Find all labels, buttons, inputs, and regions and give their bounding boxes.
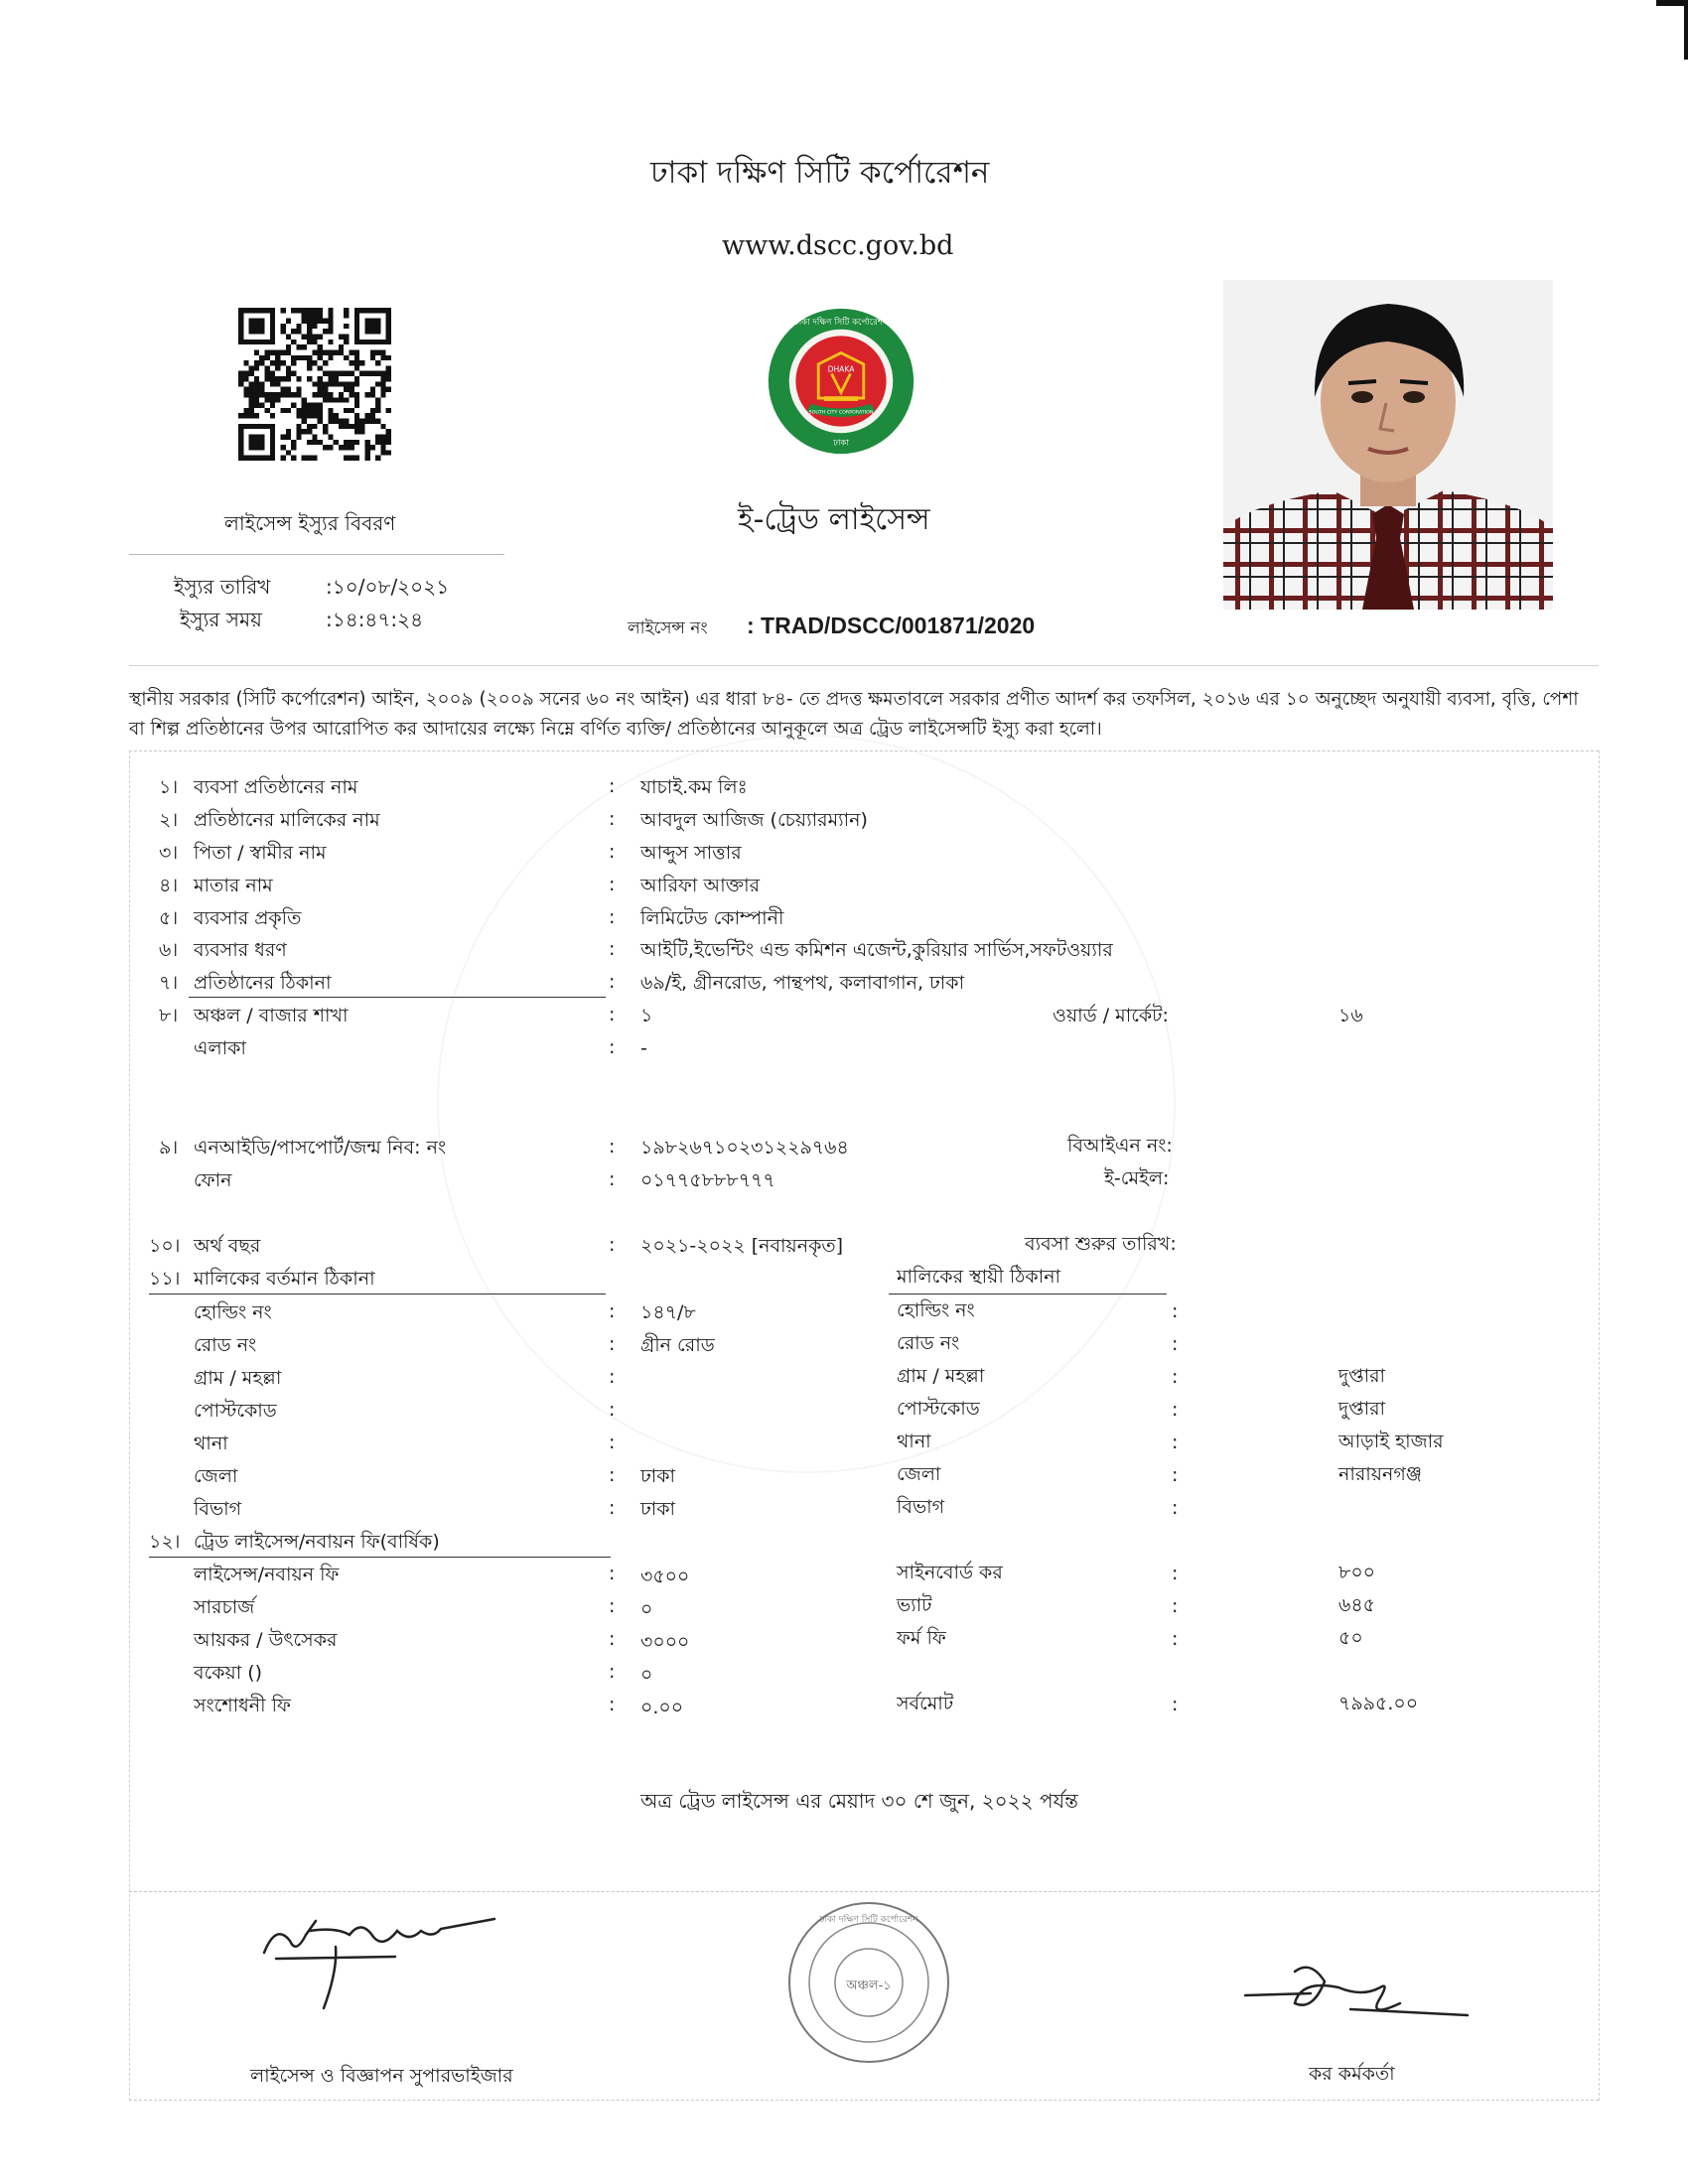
field-number: ২। <box>159 809 179 831</box>
field-colon: : <box>609 906 616 928</box>
field-number: ১০। <box>149 1235 181 1257</box>
divider <box>889 1294 1167 1295</box>
fee-label: বকেয়া () <box>194 1662 263 1684</box>
field-number: ৬। <box>159 939 179 961</box>
field-number: ৩। <box>159 842 179 864</box>
issue-time-value: :১৪:৪৭:২৪ <box>326 608 424 631</box>
fee-value-right: ৮০০ <box>1338 1562 1376 1583</box>
present-address-heading: মালিকের বর্তমান ঠিকানা <box>194 1268 375 1290</box>
page-edge-mark <box>1684 0 1688 60</box>
field-label: এনআইডি/পাসপোর্ট/জন্ম নিব: নং <box>194 1137 447 1159</box>
address-label: রোড নং <box>194 1334 257 1356</box>
field-value: ০১৭৭৫৮৮৮৭৭৭ <box>640 1169 775 1191</box>
field-number: ৮। <box>159 1005 179 1026</box>
field-colon: : <box>609 1036 616 1058</box>
stamp-ring-text: ঢাকা দক্ষিণ সিটি কর্পোরেশন <box>819 1915 918 1925</box>
issue-date-value: :১০/০৮/২০২১ <box>326 575 450 599</box>
fee-value-right: ৭৯৯৫.০০ <box>1338 1693 1419 1714</box>
field-colon: : <box>609 1366 616 1388</box>
issue-date-label: ইস্যুর তারিখ <box>174 575 271 599</box>
permanent-address-label: পোস্টকোড <box>897 1398 980 1420</box>
field-number: ৫। <box>159 907 179 929</box>
address-label: পোস্টকোড <box>194 1400 277 1422</box>
logo-watermark <box>437 735 1179 1473</box>
address-label: হোল্ডিং নং <box>194 1301 272 1323</box>
divider <box>129 554 504 555</box>
tax-officer-title: কর কর্মকর্তা <box>1309 2063 1395 2085</box>
divider <box>1599 751 1600 2101</box>
field-value: লিমিটেড কোম্পানী <box>640 907 784 929</box>
field-label: ফোন <box>194 1169 232 1191</box>
present-address-value: ঢাকা <box>640 1498 676 1520</box>
permanent-address-label: জেলা <box>897 1463 941 1485</box>
field-label: ব্যবসার প্রকৃতি <box>194 907 302 929</box>
field-colon: : <box>609 1136 616 1158</box>
field-number: ১। <box>159 776 179 798</box>
permanent-address-value: নারায়নগঞ্জ <box>1338 1463 1423 1485</box>
field-colon: : <box>609 1497 616 1519</box>
present-address-value: ১৪৭/৮ <box>640 1301 696 1323</box>
divider <box>129 751 130 2101</box>
dscc-logo <box>763 306 919 457</box>
field-label: ব্যবসা প্রতিষ্ঠানের নাম <box>194 776 358 798</box>
field-colon: : <box>609 1333 616 1355</box>
field-colon: : <box>609 1595 616 1617</box>
field-colon: : <box>609 1694 616 1715</box>
ward-label: ওয়ার্ড / মার্কেট: <box>1053 1005 1169 1026</box>
field-colon: : <box>1172 1595 1179 1617</box>
fee-label-right: সর্বমোট <box>897 1693 954 1714</box>
field-colon: : <box>1172 1366 1179 1388</box>
permanent-address-value: দুপ্তারা <box>1338 1398 1386 1420</box>
logo-bottom-text: ঢাকা <box>833 438 849 449</box>
field-colon: : <box>1172 1563 1179 1584</box>
fee-value: ০ <box>640 1598 653 1620</box>
field-value: আরিফা আক্তার <box>640 875 761 896</box>
field-colon: : <box>609 1399 616 1421</box>
field-colon: : <box>609 1563 616 1584</box>
field-number: ৪। <box>159 875 179 896</box>
license-title: ই-ট্রেড লাইসেন্স <box>738 502 930 537</box>
field-label: পিতা / স্বামীর নাম <box>194 842 327 864</box>
field-value: আইটি,ইভেন্টিং এন্ড কমিশন এজেন্ট,কুরিয়ার সার্ভিস,সফটওয়্যার <box>640 939 1113 961</box>
fee-value: ০.০০ <box>640 1697 684 1718</box>
field-colon: : <box>1172 1432 1179 1453</box>
field-value: আব্দুস সাত্তার <box>640 842 742 864</box>
field-colon: : <box>609 808 616 830</box>
logo-ribbon-text: SOUTH CITY CORPORATION <box>808 410 874 416</box>
supervisor-signature <box>246 1891 504 2020</box>
field-colon: : <box>609 1168 616 1190</box>
ward-value: ১৬ <box>1338 1005 1363 1026</box>
field-colon: : <box>609 874 616 895</box>
present-address-value: গ্রীন রোড <box>640 1334 715 1356</box>
issue-time-label: ইস্যুর সময় <box>180 608 262 631</box>
permanent-address-label: বিভাগ <box>897 1496 945 1518</box>
fees-heading: ট্রেড লাইসেন্স/নবায়ন ফি(বার্ষিক) <box>194 1531 440 1553</box>
field-label: ব্যবসার ধরণ <box>194 939 287 961</box>
field-label: অর্থ বছর <box>194 1235 261 1257</box>
address-label: গ্রাম / মহল্লা <box>194 1367 282 1389</box>
present-address-value: ঢাকা <box>640 1465 676 1487</box>
field-colon: : <box>1172 1300 1179 1322</box>
divider <box>149 1557 611 1558</box>
permanent-address-label: রোড নং <box>897 1332 960 1354</box>
field-colon: : <box>1172 1464 1179 1486</box>
field-number: ১২। <box>149 1531 181 1553</box>
permanent-address-label: হোল্ডিং নং <box>897 1299 975 1321</box>
field-label: প্রতিষ্ঠানের ঠিকানা <box>194 972 332 994</box>
field-colon: : <box>609 1464 616 1486</box>
field-colon: : <box>609 1628 616 1650</box>
field-value: ১ <box>640 1005 653 1026</box>
address-label: বিভাগ <box>194 1498 242 1520</box>
field-colon: : <box>609 775 616 797</box>
fee-value-right: ৬৪৫ <box>1338 1594 1376 1616</box>
field-value: ১৯৮২৬৭১০২৩১২২৯৭৬৪ <box>640 1137 849 1159</box>
field-number: ৯। <box>159 1137 179 1159</box>
field-label: অঞ্চল / বাজার শাখা <box>194 1005 349 1026</box>
field-value: যাচাই.কম লিঃ <box>640 776 748 798</box>
qr-code <box>232 308 397 461</box>
field-colon: : <box>1172 1694 1179 1715</box>
intro-paragraph: স্থানীয় সরকার (সিটি কর্পোরেশন) আইন, ২০০৯ (২০০৯ সনের ৬০ নং আইন) এর ধারা ৮৪- তে প্রদত্ত ক্ষমতাবলে সরকার প্রণীত আদর্শ কর তফসিল, ২০১৬ এর ১০ অনুচ্ছেদ অনুযায়ী ব্যবসা, বৃত্তি, পেশা বা শিল্প প্রতিষ্ঠানের উপর আরোপিত কর আদায়ের লক্ষ্যে নিম্নে বর্ণিত ব্যক্তি/ প্রতিষ্ঠানের আনুকূলে অত্র ট্রেড লাইসেন্সটি ইস্যু করা হলো। <box>129 689 1579 740</box>
fee-label-right: সাইনবোর্ড কর <box>897 1562 1003 1583</box>
field-colon: : <box>609 1234 616 1256</box>
field-value: - <box>640 1037 647 1059</box>
validity-statement: অত্র ট্রেড লাইসেন্স এর মেয়াদ ৩০ শে জুন, ২০২২ পর্যন্ত <box>640 1789 1078 1813</box>
field-value: ৬৯/ই, গ্রীনরোড, পান্থপথ, কলাবাগান, ঢাকা <box>640 972 965 994</box>
bin-label: বিআইএন নং: <box>1067 1135 1173 1157</box>
tax-officer-signature <box>1241 1952 1479 2031</box>
divider <box>129 665 1599 666</box>
fee-label: লাইসেন্স/নবায়ন ফি <box>194 1564 340 1585</box>
business-start-label: ব্যবসা শুরুর তারিখ: <box>1025 1233 1177 1255</box>
address-label: জেলা <box>194 1465 238 1487</box>
field-colon: : <box>609 1004 616 1025</box>
field-colon: : <box>1172 1497 1179 1519</box>
divider <box>149 1294 606 1295</box>
fee-value: ০ <box>640 1664 653 1686</box>
field-label: এলাকা <box>194 1037 246 1059</box>
logo-top-text: ঢাকা দক্ষিণ সিটি কর্পোরেশন <box>793 318 889 328</box>
fee-label: সংশোধনী ফি <box>194 1695 291 1716</box>
permanent-address-label: গ্রাম / মহল্লা <box>897 1365 985 1387</box>
field-colon: : <box>609 971 616 993</box>
email-label: ই-মেইল: <box>1104 1167 1170 1189</box>
license-no-value: : TRAD/DSCC/001871/2020 <box>747 613 1036 638</box>
field-number: ৭। <box>159 972 179 994</box>
fee-label: সারচার্জ <box>194 1596 255 1618</box>
field-colon: : <box>609 1300 616 1322</box>
supervisor-title: লাইসেন্স ও বিজ্ঞাপন সুপারভাইজার <box>250 2065 513 2087</box>
fee-value-right: ৫০ <box>1338 1627 1363 1649</box>
fee-label-right: ফর্ম ফি <box>897 1627 946 1649</box>
field-colon: : <box>1172 1628 1179 1650</box>
field-label: মাতার নাম <box>194 875 273 896</box>
field-value: আবদুল আজিজ (চেয়্যারম্যান) <box>640 809 868 831</box>
owner-photo <box>1223 280 1553 610</box>
license-no-label: লাইসেন্স নং <box>628 618 708 638</box>
fee-value: ৩০০০ <box>640 1631 690 1653</box>
divider <box>189 997 606 998</box>
field-colon: : <box>1172 1399 1179 1421</box>
permanent-address-value: দুপ্তারা <box>1338 1365 1386 1387</box>
permanent-address-label: থানা <box>897 1431 931 1452</box>
stamp-center-text: অঞ্চল-১ <box>846 1979 892 1993</box>
fee-value: ৩৫০০ <box>640 1566 690 1587</box>
logo-center-text: DHAKA <box>827 364 855 374</box>
field-number: ১১। <box>149 1268 181 1290</box>
divider <box>129 2100 1599 2101</box>
fee-label-right: ভ্যাট <box>897 1594 932 1616</box>
permanent-address-heading: মালিকের স্থায়ী ঠিকানা <box>897 1266 1061 1288</box>
field-colon: : <box>1172 1333 1179 1355</box>
field-value: ২০২১-২০২২ [নবায়নকৃত] <box>640 1235 844 1257</box>
issue-details-heading: লাইসেন্স ইস্যুর বিবরণ <box>224 511 396 535</box>
field-label: প্রতিষ্ঠানের মালিকের নাম <box>194 809 380 831</box>
field-colon: : <box>609 841 616 863</box>
official-stamp <box>784 1898 953 2067</box>
field-colon: : <box>609 938 616 960</box>
fee-label: আয়কর / উৎসেকর <box>194 1629 338 1651</box>
org-name: ঢাকা দক্ষিণ সিটি কর্পোরেশন <box>650 155 990 191</box>
field-colon: : <box>609 1432 616 1453</box>
field-colon: : <box>609 1661 616 1683</box>
address-label: থানা <box>194 1433 228 1454</box>
permanent-address-value: আড়াই হাজার <box>1338 1431 1444 1452</box>
website-link[interactable]: www.dscc.gov.bd <box>722 230 954 261</box>
